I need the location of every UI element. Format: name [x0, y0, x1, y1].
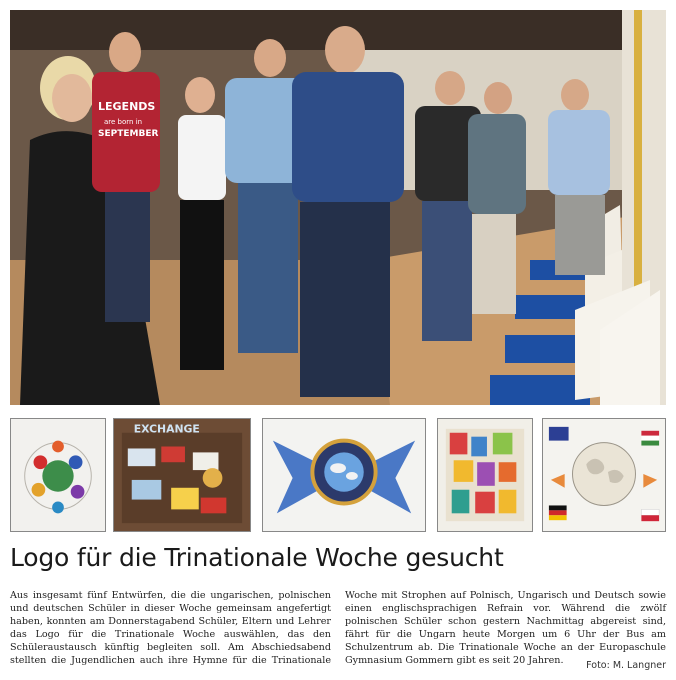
article-headline: Logo für die Trinationale Woche gesucht [10, 543, 504, 572]
logo-designs-row [10, 418, 666, 532]
logo-design-thumbnail-5 [542, 418, 666, 532]
main-photo-scene [10, 10, 666, 405]
logo-design-thumbnail-4 [437, 418, 533, 532]
article-body [10, 589, 666, 667]
logo-design-thumbnail-3 [262, 418, 426, 532]
main-photo [10, 10, 666, 405]
photo-credit: Foto: M. Langner [586, 660, 666, 671]
logo-design-thumbnail-1 [10, 418, 106, 532]
exchange-label: EXCHANGE [133, 422, 200, 436]
shirt-text-line-2: are born in [104, 118, 143, 126]
article-body-paragraph: Aus insgesamt fünf Entwürfen, die die ungarischen, polnischen und deutschen Schüler in dieser Woche gemeinsam angefertigt haben, konnten am Donnerstagabend Schüler, Eltern und Lehrer das Logo für die Trinationale Woche auswählen, das den Schüleraustausch künftig begleiten soll. Am Abschiedsabend stellten die Jugendlichen auch ihre Hymne für die Trinationale Woche mit Strophen auf Polnisch, Ungarisch und Deutsch sowie einen englischsprachigen Refrain vor. Während die zwölf polnischen Schüler schon gestern Nachmittag abgereist sind, fährt für die Ungarn heute Morgen um 6 Uhr der Bus am Schulzentrum ab. Die Trinationale Woche an der Europaschule Gymnasium Gommern gibt es seit 20 Jahren. [10, 590, 666, 666]
shirt-text-line-1: LEGENDS [98, 100, 156, 113]
shirt-text-line-3: SEPTEMBER [98, 129, 159, 139]
logo-design-thumbnail-2 [113, 418, 251, 532]
